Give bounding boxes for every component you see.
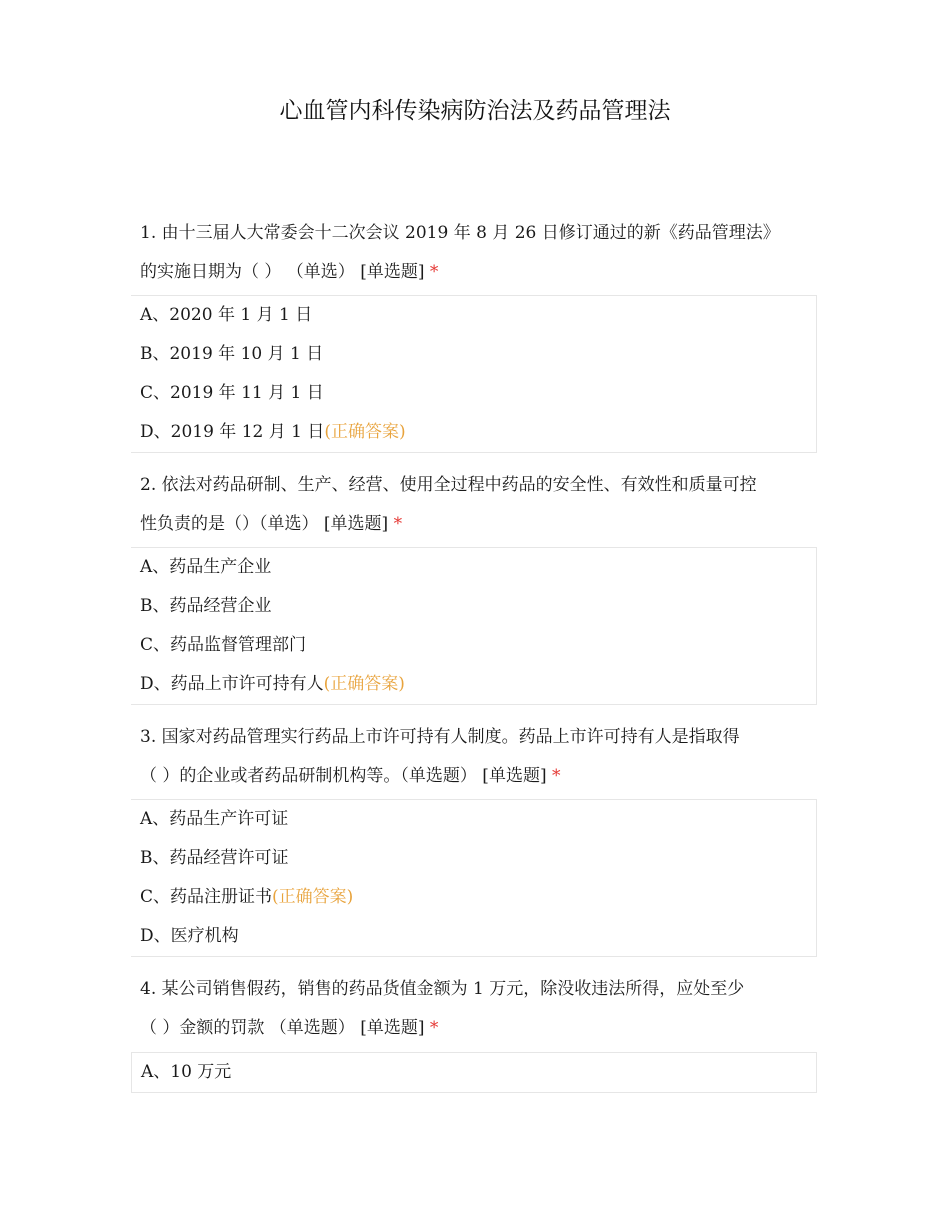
option-text: A、药品生产企业	[140, 557, 272, 577]
question-3-options	[131, 799, 817, 957]
required-asterisk: *	[551, 766, 561, 786]
option-c[interactable]	[131, 374, 816, 413]
question-1-type-label: 的实施日期为（ ） （单选） [单选题]	[140, 262, 430, 282]
question-1-line-2	[140, 253, 820, 292]
option-text: B、药品经营企业	[140, 596, 272, 616]
question-4-line-2	[140, 1009, 820, 1048]
question-3-line-2	[140, 757, 820, 796]
option-text: A、2020 年 1 月 1 日	[140, 305, 313, 325]
option-a[interactable]	[131, 548, 816, 587]
option-text: D、医疗机构	[140, 926, 239, 946]
option-b[interactable]	[131, 335, 816, 374]
option-text: C、药品注册证书	[140, 887, 273, 907]
option-b[interactable]	[131, 587, 816, 626]
option-d[interactable]	[131, 413, 816, 452]
question-2-stem	[140, 466, 820, 544]
required-asterisk: *	[429, 262, 439, 282]
correct-answer-tag: (正确答案)	[324, 422, 406, 442]
question-1-stem	[140, 214, 820, 292]
question-4-options	[131, 1052, 817, 1093]
option-text: A、药品生产许可证	[140, 809, 289, 829]
question-3-type-label: （ ）的企业或者药品研制机构等。（单选题） [单选题]	[140, 766, 552, 786]
question-3-line-1: 3. 国家对药品管理实行药品上市许可持有人制度。药品上市许可持有人是指取得	[140, 727, 740, 747]
option-text: D、2019 年 12 月 1 日	[140, 422, 325, 442]
option-a[interactable]	[131, 296, 816, 335]
page-title: 心血管内科传染病防治法及药品管理法	[279, 98, 671, 124]
question-4-type-label: （ ）金额的罚款 （单选题） [单选题]	[140, 1018, 430, 1038]
question-3-stem	[140, 718, 820, 796]
required-asterisk: *	[393, 514, 403, 534]
option-text: B、2019 年 10 月 1 日	[140, 344, 324, 364]
option-a[interactable]	[132, 1053, 816, 1092]
correct-answer-tag: (正确答案)	[272, 887, 354, 907]
option-d[interactable]	[131, 917, 816, 956]
question-2-type-label: 性负责的是（）（单选） [单选题]	[140, 514, 394, 534]
question-1-options	[131, 295, 817, 453]
option-text: C、药品监督管理部门	[140, 635, 307, 655]
question-4-stem	[140, 970, 820, 1048]
option-text: C、2019 年 11 月 1 日	[140, 383, 324, 403]
option-a[interactable]	[131, 800, 816, 839]
option-c[interactable]	[131, 626, 816, 665]
question-1-line-1: 1. 由十三届人大常委会十二次会议 2019 年 8 月 26 日修订通过的新《药品管理法》	[140, 223, 780, 243]
option-text: D、药品上市许可持有人	[140, 674, 324, 694]
option-text: A、10 万元	[141, 1062, 232, 1082]
question-4-line-1: 4. 某公司销售假药，销售的药品货值金额为 1 万元，除没收违法所得，应处至少	[140, 979, 745, 999]
correct-answer-tag: (正确答案)	[323, 674, 405, 694]
question-2-options	[131, 547, 817, 705]
required-asterisk: *	[429, 1018, 439, 1038]
option-d[interactable]	[131, 665, 816, 704]
option-text: B、药品经营许可证	[140, 848, 289, 868]
option-b[interactable]	[131, 839, 816, 878]
option-c[interactable]	[131, 878, 816, 917]
question-2-line-1: 2. 依法对药品研制、生产、经营、使用全过程中药品的安全性、有效性和质量可控	[140, 475, 757, 495]
question-2-line-2	[140, 505, 820, 544]
